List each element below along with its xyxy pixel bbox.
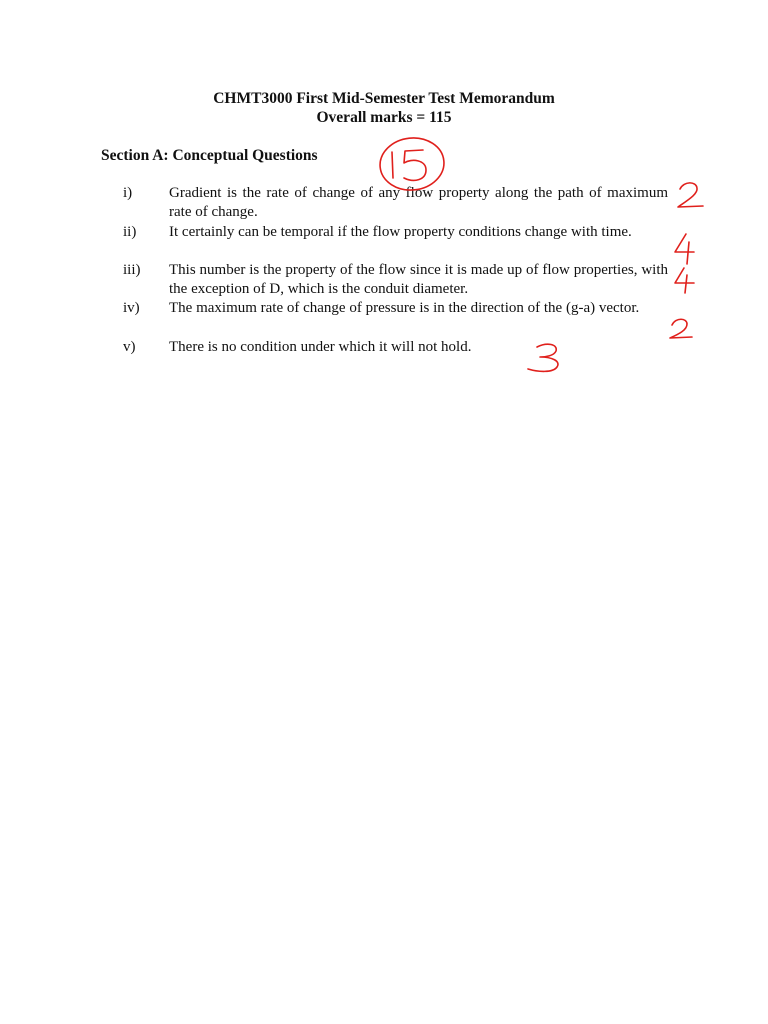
item-numeral: v)	[123, 339, 136, 355]
handwritten-mark-item-1	[678, 183, 703, 207]
item-numeral: iii)	[123, 262, 141, 278]
document-title: CHMT3000 First Mid-Semester Test Memorandum	[213, 90, 555, 107]
document-subtitle: Overall marks = 115	[316, 109, 452, 126]
section-heading: Section A: Conceptual Questions	[101, 147, 318, 164]
item-text: This number is the property of the flow since it is made up of flow properties, with the exception of D, which is the conduit diameter.	[169, 262, 668, 297]
handwritten-mark-item-4	[670, 319, 692, 338]
item-text: The maximum rate of change of pressure is in the direction of the (g-a) vector.	[169, 300, 640, 316]
handwritten-mark-item-2	[675, 234, 694, 264]
item-text: It certainly can be temporal if the flow property conditions change with time.	[169, 224, 632, 240]
item-numeral: ii)	[123, 224, 137, 240]
item-text: Gradient is the rate of change of any flow property along the path of maximum rate of change.	[169, 185, 668, 220]
item-numeral: iv)	[123, 300, 140, 316]
item-numeral: i)	[123, 185, 133, 201]
item-text: There is no condition under which it will not hold.	[169, 339, 472, 355]
handwritten-mark-item-3	[675, 268, 694, 293]
